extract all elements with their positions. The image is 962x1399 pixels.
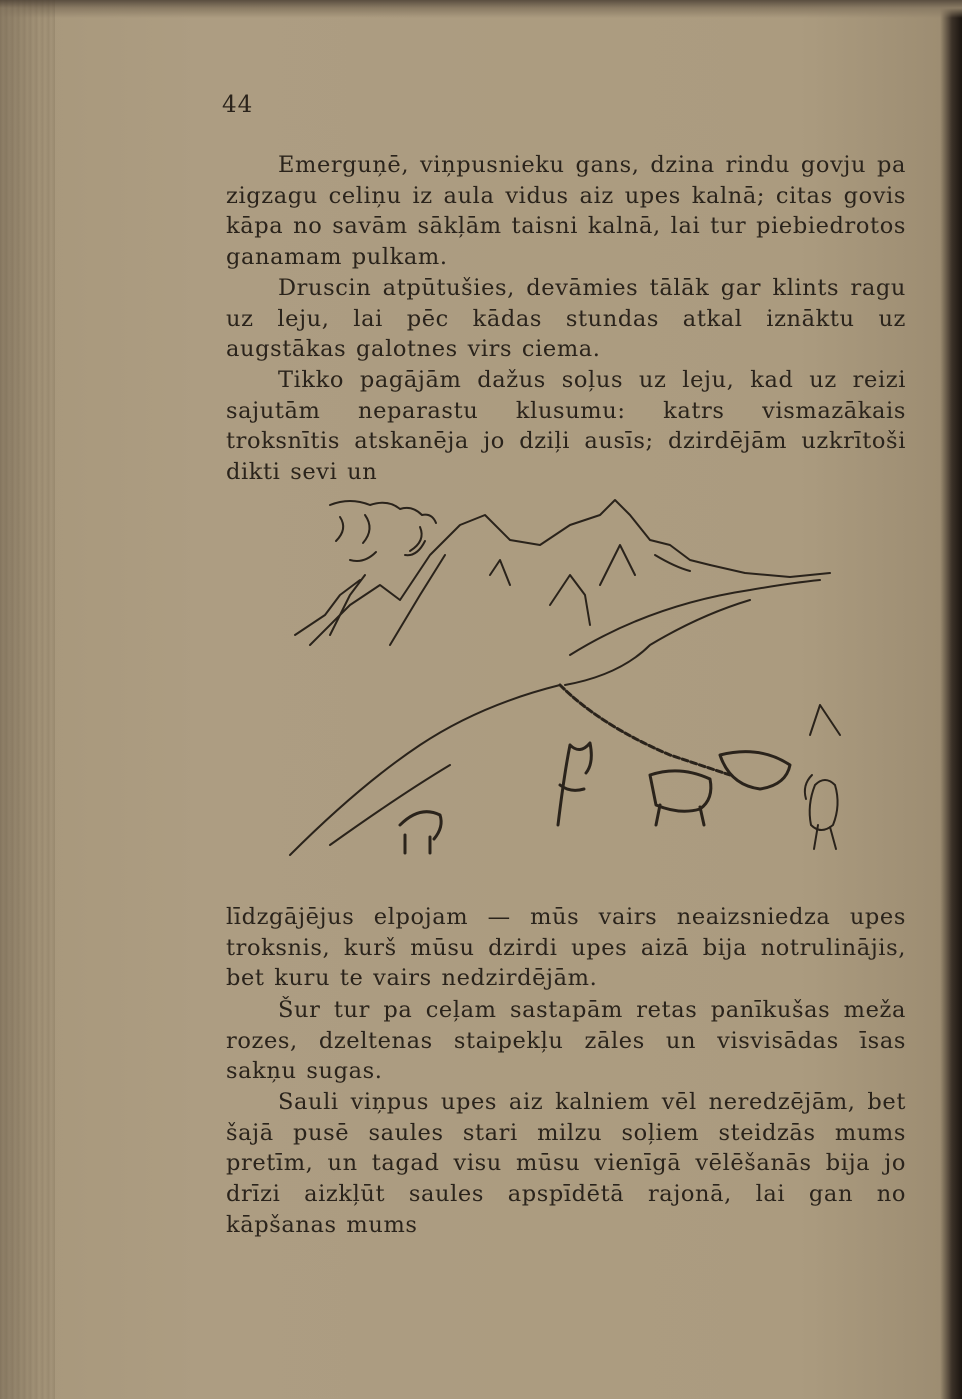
page-top-edge (0, 0, 962, 18)
paragraph-1: Emerguņē, viņpusnieku gans, dzina rindu govju pa zigzagu celiņu iz aula vidus aiz upes kalnā; citas govis kāpa no savām sākļām taisni kalnā, lai tur piebiedrotos ganamam pulkam. (226, 152, 906, 271)
paragraph-3: Tikko pagājām dažus soļus uz leju, kad uz reizi sajutām neparastu klusumu: katrs vismazākais troksnītis atskanēja jo dziļi ausīs; dzirdējām uzkrītoši dikti sevi un (226, 367, 906, 486)
paragraph-6: Sauli viņpus upes aiz kalniem vēl neredzējām, bet šajā pusē saules stari milzu soļiem steidzās mums pretīm, un tagad visu mūsu vienīgā vēlēšanās bija jo drīzi aizkļūt saules apspīdētā rajonā, lai gan no kāpšanas mums (226, 1089, 906, 1238)
page-number: 44 (222, 92, 254, 118)
paragraph-5: Šur tur pa ceļam sastapām retas panīkušas meža rozes, dzeltenas staipekļu zāles un visvisādas īsas sakņu sugas. (226, 997, 906, 1085)
mountain-herd-sketch-icon (270, 485, 870, 885)
page-binding-edge (0, 0, 55, 1399)
paragraph-2: Druscin atpūtušies, devāmies tālāk gar klints ragu uz leju, lai pēc kādas stundas atkal iznāktu uz augstākas galotnes virs ciema. (226, 275, 906, 363)
paragraph-4: līdzgājējus elpojam — mūs vairs neaizsniedza upes troksnis, kurš mūsu dzirdi upes aizā bija notrulinājis, bet kuru te vairs nedzirdējām. (226, 904, 906, 992)
